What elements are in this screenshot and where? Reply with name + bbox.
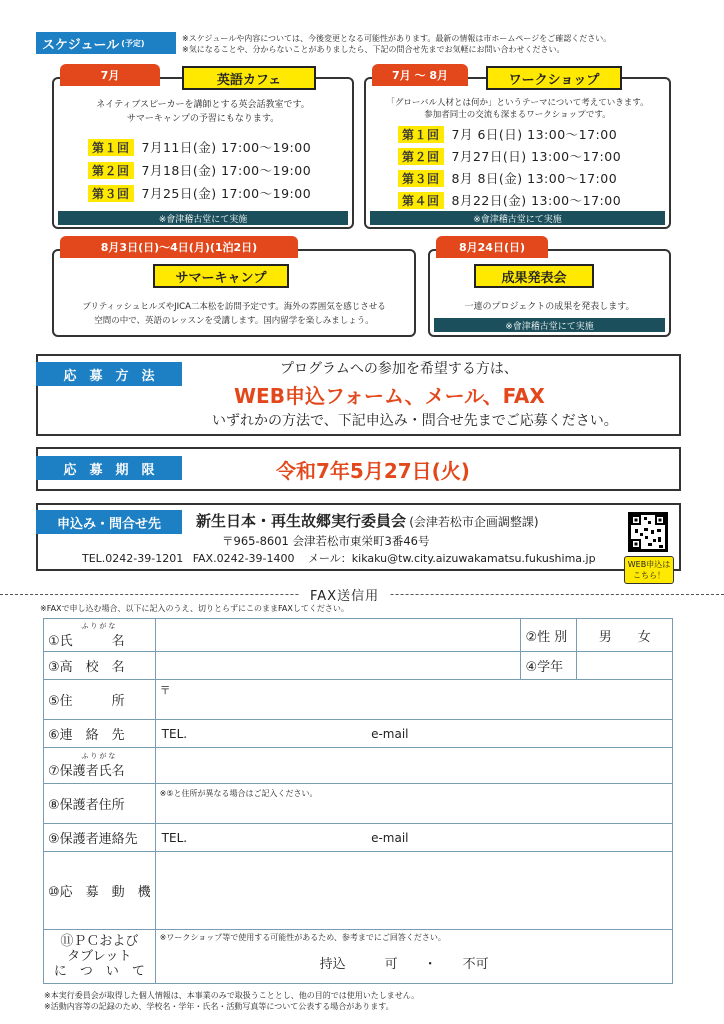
cafe-tab: 7月 — [60, 64, 160, 86]
pc-label-3: に つ い て — [53, 964, 145, 979]
ws-row-2-num: 第２回 — [398, 148, 444, 165]
pc-label-1: ⑪ＰＣおよび — [60, 934, 139, 949]
qr-code[interactable] — [628, 512, 668, 552]
fax-form — [43, 618, 673, 984]
cafe-desc-1: ネイティブスピーカーを講師とする英会話教室です。 — [96, 100, 310, 110]
camp-tab: 8月3日(日)～4日(月)(1泊2日) — [60, 236, 298, 258]
address-label — [44, 680, 156, 720]
deadline-date: 令和7年5月27日(火) — [276, 459, 470, 483]
school-label-text: ③高 校 名 — [48, 660, 125, 675]
grade-field[interactable] — [577, 652, 673, 680]
camp-desc-2: 空間の中で、英語のレッスンを受講します。国内留学を楽しみましょう。 — [94, 316, 374, 326]
fax-footnote-2: ※活動内容等の記録のため、学校名・学年・氏名・活動写真等について公表する場合があります。 — [44, 1002, 394, 1011]
cafe-row-2 — [88, 161, 311, 179]
cafe-desc-2: サマーキャンプの予習にもなります。 — [126, 114, 280, 124]
cafe-row-3-num: 第３回 — [88, 185, 134, 202]
cafe-row-1 — [88, 138, 311, 156]
grade-label — [521, 652, 577, 680]
schedule-notes — [182, 33, 682, 55]
camp-title: サマーキャンプ — [153, 264, 289, 288]
schedule-note-1: ※スケジュールや内容については、今後変更となる可能性があります。最新の情報は市ホームページをご確認ください。 — [182, 34, 612, 43]
contact-field[interactable] — [155, 720, 672, 748]
ws-row-2-date: 7月27日(日) 13:00～17:00 — [451, 149, 622, 164]
ws-row-4-date: 8月22日(金) 13:00～17:00 — [451, 193, 622, 208]
guardian-contact-field[interactable] — [155, 824, 672, 852]
final-venue: ※會津稽古堂にて実施 — [434, 318, 665, 332]
ws-row-1 — [398, 125, 617, 143]
apply-line-1: プログラムへの参加を希望する方は、 — [280, 361, 518, 377]
guardian-address-field[interactable] — [155, 784, 672, 824]
school-field[interactable] — [155, 652, 521, 680]
guardian-tel-label: TEL. — [161, 830, 188, 845]
guardian-contact-label — [44, 824, 156, 852]
postal-mark: 〒 — [159, 684, 171, 697]
row-guardian-address — [44, 784, 673, 824]
address-label-text: ⑤住 所 — [48, 694, 125, 709]
name-label-text: ①氏 名 — [48, 633, 125, 649]
fax-instruction: ※FAXで申し込む場合、以下に記入のうえ、切りとらずにこのままFAXしてください。 — [40, 604, 349, 613]
apply-line-3: いずれかの方法で、下記申込み・問合せ先までご応募ください。 — [212, 413, 618, 429]
schedule-title-text: スケジュール — [42, 37, 120, 53]
row-motive — [44, 852, 673, 930]
ws-row-3-num: 第３回 — [398, 170, 444, 187]
motive-field[interactable] — [155, 852, 672, 930]
row-address — [44, 680, 673, 720]
cafe-venue: ※會津稽古堂にて実施 — [58, 211, 348, 225]
fax-heading: FAX送信用 — [300, 585, 389, 604]
fax-footnotes — [44, 990, 419, 1012]
motive-label-text: ⑩応 募 動 機 — [48, 885, 151, 900]
apply-label: 応 募 方 法 — [36, 362, 182, 386]
gender-label — [521, 619, 577, 652]
guardian-address-note: ※⑤と住所が異なる場合はご記入ください。 — [159, 789, 318, 798]
ws-venue: ※會津稽古堂にて実施 — [370, 211, 665, 225]
cafe-row-2-date: 7月18日(金) 17:00～19:00 — [141, 163, 312, 178]
contact-dept: (会津若松市企画調整課) — [409, 515, 539, 529]
pc-label — [44, 930, 156, 984]
final-title: 成果発表会 — [474, 264, 594, 288]
grade-label-text: ④学年 — [525, 660, 564, 675]
guardian-address-label-text: ⑧保護者住所 — [48, 798, 125, 813]
ws-title: ワークショップ — [486, 66, 622, 90]
web-apply-note — [624, 556, 674, 584]
camp-desc — [56, 300, 412, 328]
guardian-label-text: ⑦保護者氏名 — [48, 764, 125, 779]
name-field[interactable] — [155, 619, 521, 652]
motive-label — [44, 852, 156, 930]
deadline-label: 応 募 期 限 — [36, 456, 182, 480]
apply-line-2: WEB申込フォーム、メール、FAX — [234, 384, 545, 408]
gender-label-text: ②性 別 — [525, 629, 568, 645]
ws-row-4 — [398, 191, 621, 209]
ws-desc — [366, 97, 669, 121]
guardian-field[interactable] — [155, 748, 672, 784]
ws-desc-1: 「グローバル人材とは何か」というテーマについて考えていきます。 — [386, 98, 649, 108]
contact-tel-label: TEL. — [161, 726, 188, 741]
web-apply-note-1: WEB申込は — [627, 560, 671, 569]
guardian-label — [44, 748, 156, 784]
cafe-row-1-date: 7月11日(金) 17:00～19:00 — [141, 140, 312, 155]
ws-row-2 — [398, 147, 621, 165]
pc-note: ※ワークショップ等で使用する可能性があるため、参考までにご回答ください。 — [159, 933, 446, 942]
guardian-contact-label-text: ⑨保護者連絡先 — [48, 832, 138, 847]
row-guardian — [44, 748, 673, 784]
contact-address: 〒965-8601 会津若松市東栄町3番46号 — [222, 534, 430, 548]
cafe-row-2-num: 第２回 — [88, 162, 134, 179]
camp-desc-1: ブリティッシュヒルズやJICA二本松を訪問予定です。海外の雰囲気を感じさせる — [82, 302, 386, 312]
ws-row-1-num: 第１回 — [398, 126, 444, 143]
school-label — [44, 652, 156, 680]
pc-options[interactable]: 持込 可 ・ 不可 — [319, 957, 489, 972]
contact-label-cell — [44, 720, 156, 748]
cafe-row-3 — [88, 184, 311, 202]
contact-tel: TEL.0242-39-1201 — [82, 552, 184, 565]
contact-line — [82, 550, 596, 566]
name-furigana: ふりがな — [81, 621, 118, 630]
schedule-note-2: ※気になることや、分からないことがありましたら、下記の問合せ先までお気軽にお問い合わせください。 — [182, 45, 565, 54]
row-school — [44, 652, 673, 680]
gender-options[interactable]: 男 女 — [598, 629, 651, 645]
pc-label-2: タブレット — [67, 949, 132, 964]
final-desc: 一連のプロジェクトの成果を発表します。 — [464, 302, 635, 312]
contact-email-label: e-mail — [371, 726, 409, 741]
contact-org-line — [196, 510, 539, 531]
schedule-title-note: (予定) — [121, 38, 145, 48]
ws-tab: 7月 ～ 8月 — [372, 64, 468, 86]
gender-field[interactable] — [577, 619, 673, 652]
cafe-title: 英語カフェ — [182, 66, 316, 90]
name-label — [44, 619, 156, 652]
ws-row-3-date: 8月 8日(金) 13:00～17:00 — [451, 171, 618, 186]
cafe-desc — [56, 98, 350, 126]
web-apply-note-2: こちら！ — [633, 571, 665, 580]
ws-row-4-num: 第４回 — [398, 192, 444, 209]
guardian-furigana: ふりがな — [81, 752, 118, 760]
contact-label: 申込み・問合せ先 — [36, 510, 182, 534]
cafe-row-3-date: 7月25日(金) 17:00～19:00 — [141, 186, 312, 201]
guardian-email-label: e-mail — [371, 830, 409, 845]
row-name — [44, 619, 673, 652]
contact-mail: メール：kikaku@tw.city.aizuwakamatsu.fukushima.jp — [308, 552, 596, 565]
fax-footnote-1: ※本実行委員会が取得した個人情報は、本事業のみで取扱うこととし、他の目的では使用いたしません。 — [44, 991, 420, 1000]
pc-field[interactable] — [155, 930, 672, 984]
cafe-row-1-num: 第１回 — [88, 139, 134, 156]
contact-org: 新生日本・再生故郷実行委員会 — [196, 512, 407, 530]
ws-row-3 — [398, 169, 617, 187]
ws-desc-2: 参加者同士の交流も深まるワークショップです。 — [424, 110, 611, 120]
row-guardian-contact — [44, 824, 673, 852]
ws-row-1-date: 7月 6日(日) 13:00～17:00 — [451, 127, 618, 142]
final-tab: 8月24日(日) — [436, 236, 548, 258]
row-contact — [44, 720, 673, 748]
contact-label-text: ⑥連 絡 先 — [48, 728, 125, 743]
row-pc — [44, 930, 673, 984]
contact-fax: FAX.0242-39-1400 — [192, 552, 295, 565]
address-field[interactable] — [155, 680, 672, 720]
guardian-address-label — [44, 784, 156, 824]
schedule-title — [36, 32, 176, 54]
